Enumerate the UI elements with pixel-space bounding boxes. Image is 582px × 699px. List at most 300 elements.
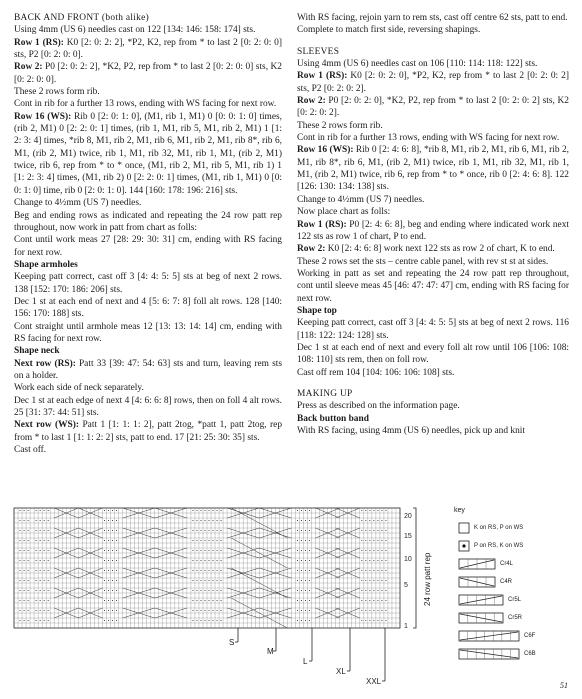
- purl-dot: [196, 520, 197, 521]
- purl-dot: [212, 560, 213, 561]
- purl-dot: [297, 610, 298, 611]
- purl-dot: [200, 530, 201, 531]
- purl-dot: [19, 590, 20, 591]
- purl-dot: [377, 580, 378, 581]
- purl-dot: [301, 620, 302, 621]
- instruction-paragraph: Change to 4½mm (US 7) needles.: [297, 194, 425, 205]
- purl-dot: [381, 550, 382, 551]
- purl-dot: [48, 520, 49, 521]
- purl-dot: [196, 580, 197, 581]
- purl-dot: [208, 510, 209, 511]
- instruction-paragraph: These 2 rows form rib.: [14, 87, 100, 98]
- purl-dot: [381, 540, 382, 541]
- purl-dot: [108, 550, 109, 551]
- purl-dot: [309, 510, 310, 511]
- subheading: Shape armholes: [14, 259, 78, 270]
- purl-dot: [297, 620, 298, 621]
- purl-dot: [361, 600, 362, 601]
- instruction-paragraph: Change to 4½mm (US 7) needles.: [14, 198, 142, 209]
- purl-dot: [104, 560, 105, 561]
- purl-dot: [217, 560, 218, 561]
- purl-dot: [108, 570, 109, 571]
- purl-dot: [309, 520, 310, 521]
- row-label: Row 1 (RS):: [297, 71, 348, 82]
- purl-dot: [221, 570, 222, 571]
- purl-dot: [204, 570, 205, 571]
- purl-dot: [24, 610, 25, 611]
- purl-dot: [212, 600, 213, 601]
- purl-dot: [116, 510, 117, 511]
- purl-dot: [365, 550, 366, 551]
- purl-dot: [192, 620, 193, 621]
- purl-dot: [116, 520, 117, 521]
- purl-dot: [373, 570, 374, 571]
- purl-dot: [40, 590, 41, 591]
- purl-dot: [381, 620, 382, 621]
- purl-dot: [381, 580, 382, 581]
- purl-dot: [44, 620, 45, 621]
- purl-dot: [208, 580, 209, 581]
- instruction-paragraph: Dec 1 st at each edge of next 4 [4: 6: 6: 8] rows, then on foll 4 alt rows. 25 [31: 37: 44: 51] sts.: [14, 395, 282, 418]
- right-column: [297, 12, 569, 437]
- purl-dot: [196, 530, 197, 531]
- size-label: L: [303, 657, 308, 666]
- purl-dot: [369, 530, 370, 531]
- purl-dot: [305, 510, 306, 511]
- instruction-paragraph: Now place chart as folls:: [297, 207, 391, 218]
- size-label: XXL: [366, 677, 382, 686]
- purl-dot: [116, 580, 117, 581]
- key-label: C6B: [524, 651, 536, 657]
- purl-dot: [377, 620, 378, 621]
- purl-dot: [369, 600, 370, 601]
- row-number: 10: [404, 556, 412, 563]
- purl-dot: [108, 530, 109, 531]
- purl-dot: [28, 600, 29, 601]
- instruction-paragraph: Keeping patt correct, cast off 3 [4: 4: 5: 5] sts at beg of next 2 rows. 138 [152: 170: 186: 206] sts.: [14, 272, 282, 295]
- purl-dot: [196, 570, 197, 571]
- rep-bracket: [413, 508, 416, 628]
- purl-dot: [112, 580, 113, 581]
- purl-dot: [112, 600, 113, 601]
- purl-dot: [369, 590, 370, 591]
- purl-dot: [373, 580, 374, 581]
- purl-dot: [108, 600, 109, 601]
- purl-dot: [104, 530, 105, 531]
- purl-dot: [192, 520, 193, 521]
- instruction-paragraph: Row 2: P0 [2: 0: 2: 2], *K2, P2, rep from * to last 2 [0: 2: 0: 0] sts, K2 [0: 2: 0: 0].: [14, 62, 282, 85]
- size-label: XL: [336, 667, 346, 676]
- purl-dot: [365, 590, 366, 591]
- purl-dot: [48, 620, 49, 621]
- purl-dot: [24, 560, 25, 561]
- purl-dot: [297, 530, 298, 531]
- purl-dot: [104, 610, 105, 611]
- purl-dot: [112, 540, 113, 541]
- purl-dot: [305, 540, 306, 541]
- purl-dot: [48, 560, 49, 561]
- purl-dot: [377, 510, 378, 511]
- purl-dot: [48, 550, 49, 551]
- purl-dot: [221, 540, 222, 541]
- purl-dot: [48, 510, 49, 511]
- purl-dot: [48, 610, 49, 611]
- purl-dot: [196, 610, 197, 611]
- purl-dot: [40, 530, 41, 531]
- size-label: M: [267, 647, 274, 656]
- purl-dot: [212, 620, 213, 621]
- purl-dot: [297, 510, 298, 511]
- purl-dot: [301, 610, 302, 611]
- subheading: Back button band: [297, 413, 369, 424]
- purl-dot: [44, 530, 45, 531]
- instruction-paragraph: Keeping patt correct, cast off 3 [4: 4: 5: 5] sts at beg of next 2 rows. 116 [118: 122: 124: 128] sts.: [297, 318, 569, 341]
- instruction-paragraph: Row 1 (RS): K0 [2: 0: 2: 2], *P2, K2, rep from * to last 2 [0: 2: 0: 0] sts, P2 [0: 2: 0: 0].: [14, 37, 282, 61]
- purl-dot: [309, 550, 310, 551]
- purl-dot: [40, 570, 41, 571]
- purl-dot: [200, 560, 201, 561]
- purl-dot: [192, 540, 193, 541]
- purl-dot: [361, 510, 362, 511]
- purl-dot: [116, 560, 117, 561]
- purl-dot: [40, 560, 41, 561]
- purl-dot: [361, 520, 362, 521]
- purl-dot: [361, 540, 362, 541]
- purl-dot: [19, 610, 20, 611]
- purl-dot: [217, 530, 218, 531]
- purl-dot: [40, 580, 41, 581]
- purl-dot: [385, 590, 386, 591]
- purl-dot: [385, 520, 386, 521]
- key-label: Cr5R: [508, 615, 523, 621]
- purl-dot: [192, 550, 193, 551]
- purl-dot: [204, 620, 205, 621]
- purl-dot: [192, 510, 193, 511]
- key-label: P on RS, K on WS: [474, 543, 524, 549]
- purl-dot: [44, 570, 45, 571]
- purl-dot: [365, 560, 366, 561]
- purl-dot: [208, 550, 209, 551]
- chart-key: [454, 507, 574, 664]
- purl-dot: [385, 530, 386, 531]
- purl-dot: [309, 540, 310, 541]
- purl-dot: [200, 550, 201, 551]
- purl-dot: [369, 610, 370, 611]
- purl-dot: [48, 600, 49, 601]
- key-label: C4R: [500, 579, 513, 585]
- purl-dot: [305, 580, 306, 581]
- purl-dot: [361, 580, 362, 581]
- purl-dot: [200, 580, 201, 581]
- purl-dot: [36, 600, 37, 601]
- purl-dot: [204, 550, 205, 551]
- purl-dot: [217, 510, 218, 511]
- purl-dot: [373, 620, 374, 621]
- purl-dot: [19, 570, 20, 571]
- purl-dot: [297, 540, 298, 541]
- instruction-paragraph: Cont in rib for a further 13 rows, ending with WS facing for next row.: [14, 99, 277, 110]
- purl-dot: [44, 600, 45, 601]
- purl-dot: [309, 570, 310, 571]
- purl-dot: [365, 520, 366, 521]
- purl-dot: [19, 520, 20, 521]
- cable-cross-left-icon: [458, 558, 496, 570]
- purl-dot: [116, 600, 117, 601]
- purl-dot: [369, 550, 370, 551]
- key-item: [454, 520, 574, 538]
- purl-dot: [381, 570, 382, 571]
- purl-dot: [40, 510, 41, 511]
- purl-dot: [221, 590, 222, 591]
- purl-dot: [221, 520, 222, 521]
- purl-dot: [373, 610, 374, 611]
- purl-dot: [369, 620, 370, 621]
- row-label: Row 2:: [297, 244, 326, 255]
- purl-dot: [19, 620, 20, 621]
- purl-dot: [24, 590, 25, 591]
- left-column: [14, 12, 282, 456]
- purl-dot: [385, 550, 386, 551]
- purl-dot: [40, 550, 41, 551]
- purl-dot: [301, 530, 302, 531]
- row-label: Row 1 (RS):: [14, 37, 64, 48]
- purl-dot: [112, 510, 113, 511]
- purl-dot: [305, 530, 306, 531]
- purl-dot: [369, 540, 370, 541]
- purl-dot: [381, 610, 382, 611]
- purl-dot: [377, 600, 378, 601]
- purl-dot: [212, 590, 213, 591]
- purl-dot: [297, 550, 298, 551]
- instruction-paragraph: Cont in rib for a further 13 rows, ending with WS facing for next row.: [297, 133, 560, 144]
- purl-dot: [305, 570, 306, 571]
- purl-dot: [36, 580, 37, 581]
- purl-dot: [361, 560, 362, 561]
- purl-dot: [36, 540, 37, 541]
- dot-square-icon: [458, 540, 470, 552]
- row-label: Next row (WS):: [14, 420, 80, 431]
- purl-dot: [44, 560, 45, 561]
- purl-dot: [297, 560, 298, 561]
- purl-dot: [297, 520, 298, 521]
- instruction-paragraph: Next row (RS): Patt 33 [39: 47: 54: 63] sts and turn, leaving rem sts on a holder.: [14, 358, 282, 381]
- purl-dot: [217, 590, 218, 591]
- purl-dot: [212, 520, 213, 521]
- purl-dot: [36, 530, 37, 531]
- key-item: [454, 538, 574, 556]
- purl-dot: [381, 590, 382, 591]
- purl-dot: [204, 590, 205, 591]
- row-number: 20: [404, 513, 412, 520]
- purl-dot: [365, 530, 366, 531]
- purl-dot: [116, 590, 117, 591]
- purl-dot: [200, 610, 201, 611]
- purl-dot: [196, 510, 197, 511]
- purl-dot: [204, 520, 205, 521]
- purl-dot: [116, 620, 117, 621]
- instruction-paragraph: Cont straight until armhole meas 12 [13: 13: 14: 14] cm, ending with RS facing for next row.: [14, 321, 282, 344]
- purl-dot: [373, 590, 374, 591]
- purl-dot: [48, 570, 49, 571]
- size-label: S: [229, 638, 235, 647]
- empty-square-icon: [458, 522, 470, 534]
- purl-dot: [196, 560, 197, 561]
- purl-dot: [112, 570, 113, 571]
- subheading: Shape top: [297, 305, 337, 316]
- purl-dot: [377, 570, 378, 571]
- purl-dot: [192, 560, 193, 561]
- purl-dot: [19, 510, 20, 511]
- purl-dot: [301, 600, 302, 601]
- purl-dot: [36, 590, 37, 591]
- purl-dot: [24, 620, 25, 621]
- purl-dot: [44, 510, 45, 511]
- purl-dot: [36, 560, 37, 561]
- purl-dot: [200, 590, 201, 591]
- purl-dot: [112, 530, 113, 531]
- purl-dot: [301, 560, 302, 561]
- purl-dot: [221, 550, 222, 551]
- purl-dot: [44, 540, 45, 541]
- section-title: SLEEVES: [297, 46, 340, 57]
- purl-dot: [217, 610, 218, 611]
- purl-dot: [36, 520, 37, 521]
- purl-dot: [301, 580, 302, 581]
- purl-dot: [204, 540, 205, 541]
- page-number: 51: [560, 681, 568, 690]
- purl-dot: [24, 600, 25, 601]
- purl-dot: [301, 590, 302, 591]
- instruction-paragraph: Dec 1 st at each end of next and 4 [5: 6: 7: 8] foll alt rows. 128 [140: 156: 170: 188] sts.: [14, 296, 282, 320]
- purl-dot: [112, 550, 113, 551]
- purl-dot: [36, 620, 37, 621]
- instruction-paragraph: With RS facing, using 4mm (US 6) needles, pick up and knit: [297, 426, 525, 436]
- purl-dot: [373, 550, 374, 551]
- purl-dot: [217, 580, 218, 581]
- purl-dot: [104, 540, 105, 541]
- purl-dot: [385, 620, 386, 621]
- purl-dot: [373, 540, 374, 541]
- instruction-paragraph: Row 1 (RS): P0 [2: 4: 6: 8], beg and ending where indicated work next 122 sts as row 1 of chart, P to end.: [297, 219, 569, 242]
- purl-dot: [19, 530, 20, 531]
- purl-dot: [192, 580, 193, 581]
- purl-dot: [104, 510, 105, 511]
- purl-dot: [385, 570, 386, 571]
- section-gap: [297, 379, 569, 388]
- purl-dot: [116, 540, 117, 541]
- purl-dot: [369, 580, 370, 581]
- rep-label: 24 row patt rep: [423, 552, 432, 606]
- purl-dot: [217, 540, 218, 541]
- instruction-paragraph: Complete to match first side, reversing shapings.: [297, 25, 481, 36]
- key-item: [454, 628, 574, 646]
- purl-dot: [192, 600, 193, 601]
- key-label: K on RS, P on WS: [474, 525, 524, 531]
- purl-dot: [365, 510, 366, 511]
- purl-dot: [208, 540, 209, 541]
- key-title: key: [454, 507, 465, 514]
- purl-dot: [112, 590, 113, 591]
- purl-dot: [200, 540, 201, 541]
- purl-dot: [365, 620, 366, 621]
- purl-dot: [200, 570, 201, 571]
- purl-dot: [112, 620, 113, 621]
- purl-dot: [36, 570, 37, 571]
- purl-dot: [361, 590, 362, 591]
- purl-dot: [221, 510, 222, 511]
- purl-dot: [116, 570, 117, 571]
- purl-dot: [108, 590, 109, 591]
- purl-dot: [24, 580, 25, 581]
- instruction-paragraph: Row 16 (WS): Rib 0 [2: 4: 6: 8], *rib 8, M1, rib 2, M1, rib 6, M1, rib 2, M1, rib 8*, rib 6, M1, (rib 2, M1) twice, rib 1, M1, rib 32, M1, rib 1, M1, (rib 2, M1) twice, rib 6, rep from * to * once, rib 0 [2: 4: 6: 8]. 122 [126: 130: 134: 138] sts.: [297, 145, 569, 193]
- purl-dot: [361, 530, 362, 531]
- purl-dot: [297, 570, 298, 571]
- key-item: [454, 646, 574, 664]
- key-label: C6F: [524, 633, 536, 639]
- purl-dot: [305, 610, 306, 611]
- purl-dot: [297, 600, 298, 601]
- section-gap: [297, 37, 569, 46]
- purl-dot: [104, 520, 105, 521]
- cable-cross-right-icon: [458, 576, 496, 588]
- row-number: 15: [404, 533, 412, 540]
- purl-dot: [36, 610, 37, 611]
- purl-dot: [24, 570, 25, 571]
- cable-chart: [0, 500, 452, 699]
- instruction-paragraph: Beg and ending rows as indicated and repeating the 24 row patt rep throughout, now work in patt from chart as folls:: [14, 210, 282, 233]
- instruction-paragraph: Dec 1 st at each end of next and every foll alt row until 106 [106: 108: 108: 110] sts rem, then on foll row.: [297, 342, 569, 366]
- purl-dot: [24, 510, 25, 511]
- purl-dot: [196, 590, 197, 591]
- purl-dot: [44, 550, 45, 551]
- purl-dot: [217, 620, 218, 621]
- purl-dot: [212, 570, 213, 571]
- purl-dot: [112, 610, 113, 611]
- purl-dot: [377, 560, 378, 561]
- purl-dot: [305, 590, 306, 591]
- purl-dot: [108, 560, 109, 561]
- purl-dot: [28, 530, 29, 531]
- purl-dot: [36, 510, 37, 511]
- purl-dot: [305, 560, 306, 561]
- purl-dot: [373, 520, 374, 521]
- purl-dot: [309, 560, 310, 561]
- purl-dot: [301, 520, 302, 521]
- instruction-paragraph: Press as described on the information page.: [297, 401, 460, 412]
- purl-dot: [24, 520, 25, 521]
- purl-dot: [204, 610, 205, 611]
- purl-dot: [301, 550, 302, 551]
- purl-dot: [212, 610, 213, 611]
- purl-dot: [217, 550, 218, 551]
- purl-dot: [212, 540, 213, 541]
- purl-dot: [192, 610, 193, 611]
- purl-dot: [196, 550, 197, 551]
- row-label: Row 1 (RS):: [297, 219, 347, 230]
- key-label: Cr4L: [500, 561, 514, 567]
- instruction-paragraph: Work each side of neck separately.: [14, 383, 144, 394]
- purl-dot: [381, 600, 382, 601]
- purl-dot: [301, 570, 302, 571]
- purl-dot: [369, 570, 370, 571]
- purl-dot: [104, 620, 105, 621]
- purl-dot: [196, 620, 197, 621]
- purl-dot: [192, 530, 193, 531]
- row-label: Row 16 (WS):: [297, 145, 354, 156]
- instruction-paragraph: Row 16 (WS): Rib 0 [2: 0: 1: 0], (M1, rib 1, M1) 0 [0: 0: 1: 0] times, (rib 2, M1) 0 [2: 2: 0: 1] times, (rib 1, M1, rib 5, M1, rib 2, M1) 1 [1: 2: 3: 4] times, *rib 8, M1, rib 2, M1, rib 6, M1, rib 2, M1, rib 8*, rib 6, M1, (rib 2, M1) twice, rib 1, M1, rib 32, M1, rib 1, M1, (rib 2, M1) twice, rib 6, rep from * to * once, (M1, rib 2, M1, rib 5, M1, rib 1) 1 [1: 2: 3: 4] times, (M1, rib 2) 0 [2: 2: 0: 1] times, (M1, rib 1, M1) 0 [0: 0: 1: 0] time, rib 0 [2: 0: 1: 0]. 144 [160: 178: 196: 216] sts.: [14, 111, 282, 196]
- purl-dot: [385, 610, 386, 611]
- purl-dot: [19, 560, 20, 561]
